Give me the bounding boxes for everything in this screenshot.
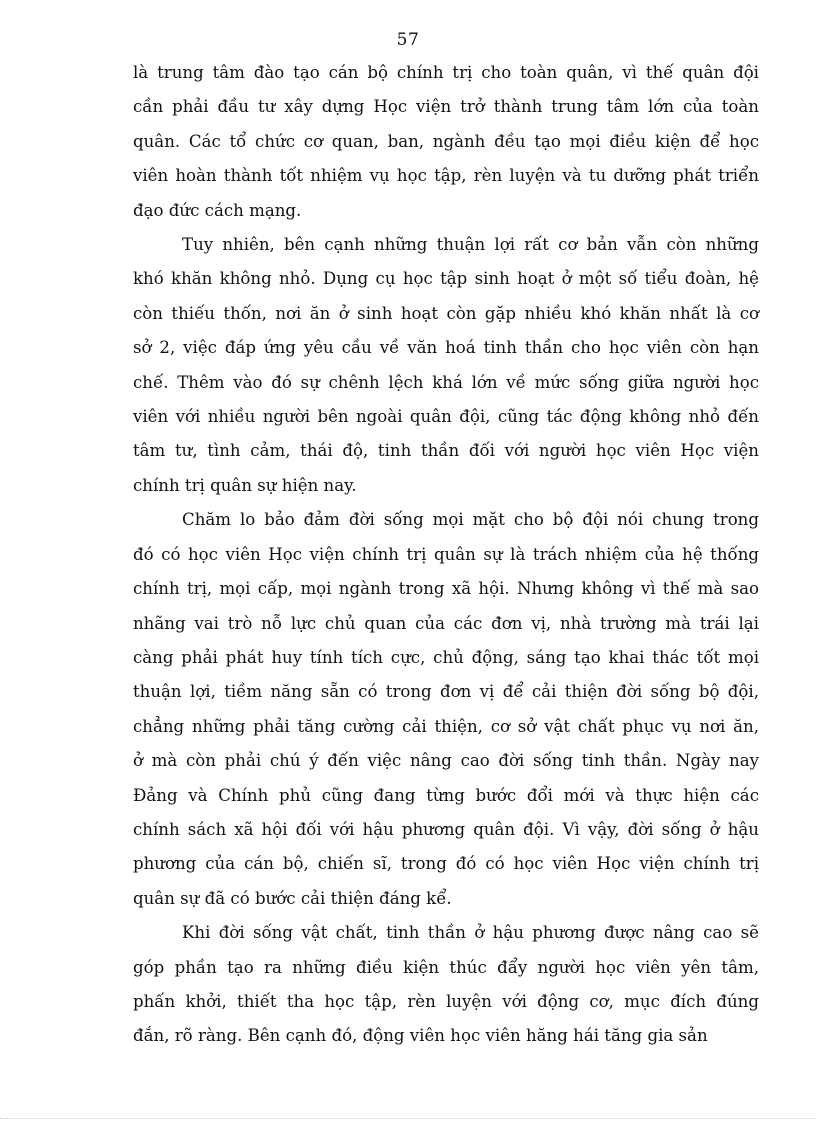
text-line: nhãng vai trò nỗ lực chủ quan của các đơn vị, nhà trường mà trái lại <box>133 613 759 633</box>
text-line: tâm tư, tình cảm, thái độ, tinh thần đối với người học viên Học viện <box>133 441 759 461</box>
text-line: chẳng những phải tăng cường cải thiện, cơ sở vật chất phục vụ nơi ăn, <box>133 716 759 736</box>
text-line: Chăm lo bảo đảm đời sống mọi mặt cho bộ đội nói chung trong <box>182 510 759 530</box>
page-number: 57 <box>396 30 420 50</box>
text-line: đắn, rõ ràng. Bên cạnh đó, động viên học viên hăng hái tăng gia sản <box>133 1026 708 1046</box>
text-line: càng phải phát huy tính tích cực, chủ động, sáng tạo khai thác tốt mọi <box>133 647 759 667</box>
text-line: thuận lợi, tiềm năng sẵn có trong đơn vị để cải thiện đời sống bộ đội, <box>133 682 759 702</box>
text-line: khó khăn không nhỏ. Dụng cụ học tập sinh hoạt ở một số tiểu đoàn, hệ <box>133 269 759 289</box>
text-line: góp phần tạo ra những điều kiện thúc đẩy người học viên yên tâm, <box>133 957 759 977</box>
text-line: chính sách xã hội đối với hậu phương quân đội. Vì vậy, đời sống ở hậu <box>133 819 759 839</box>
text-line: cần phải đầu tư xây dựng Học viện trở thành trung tâm lớn của toàn <box>133 97 759 117</box>
text-line: là trung tâm đào tạo cán bộ chính trị cho toàn quân, vì thế quân đội <box>133 63 759 82</box>
text-line: phấn khởi, thiết tha học tập, rèn luyện với động cơ, mục đích đúng <box>133 991 759 1011</box>
paragraph-1 <box>133 56 759 228</box>
text-line: Tuy nhiên, bên cạnh những thuận lợi rất cơ bản vẫn còn những <box>182 235 759 255</box>
text-line: viên với nhiều người bên ngoài quân đội, cũng tác động không nhỏ đến <box>133 407 759 427</box>
page-bottom-edge <box>0 1118 816 1119</box>
text-line: Đảng và Chính phủ cũng đang từng bước đổi mới và thực hiện các <box>133 785 759 805</box>
text-line: đó có học viên Học viện chính trị quân sự là trách nhiệm của hệ thống <box>133 544 759 564</box>
text-line: quân sự đã có bước cải thiện đáng kể. <box>133 888 452 908</box>
text-line: chế. Thêm vào đó sự chênh lệch khá lớn về mức sống giữa người học <box>133 372 759 392</box>
text-line: ở mà còn phải chú ý đến việc nâng cao đời sống tinh thần. Ngày nay <box>133 751 759 771</box>
text-line: chính trị, mọi cấp, mọi ngành trong xã hội. Nhưng không vì thế mà sao <box>133 579 759 599</box>
text-line: viên hoàn thành tốt nhiệm vụ học tập, rèn luyện và tu dưỡng phát triển <box>133 166 759 186</box>
text-line: Khi đời sống vật chất, tinh thần ở hậu phương được nâng cao sẽ <box>182 923 759 943</box>
paragraph-4 <box>133 916 759 1054</box>
paragraph-2 <box>133 228 759 503</box>
text-line: còn thiếu thốn, nơi ăn ở sinh hoạt còn gặp nhiều khó khăn nhất là cơ <box>133 303 759 323</box>
text-line: đạo đức cách mạng. <box>133 200 302 220</box>
paragraph-3 <box>133 503 759 916</box>
text-line: phương của cán bộ, chiến sĩ, trong đó có học viên Học viện chính trị <box>133 854 759 874</box>
text-line: sở 2, việc đáp ứng yêu cầu về văn hoá tinh thần cho học viên còn hạn <box>133 338 759 358</box>
text-line: quân. Các tổ chức cơ quan, ban, ngành đều tạo mọi điều kiện để học <box>133 131 759 151</box>
text-line: chính trị quân sự hiện nay. <box>133 475 357 495</box>
document-body <box>133 56 759 1054</box>
